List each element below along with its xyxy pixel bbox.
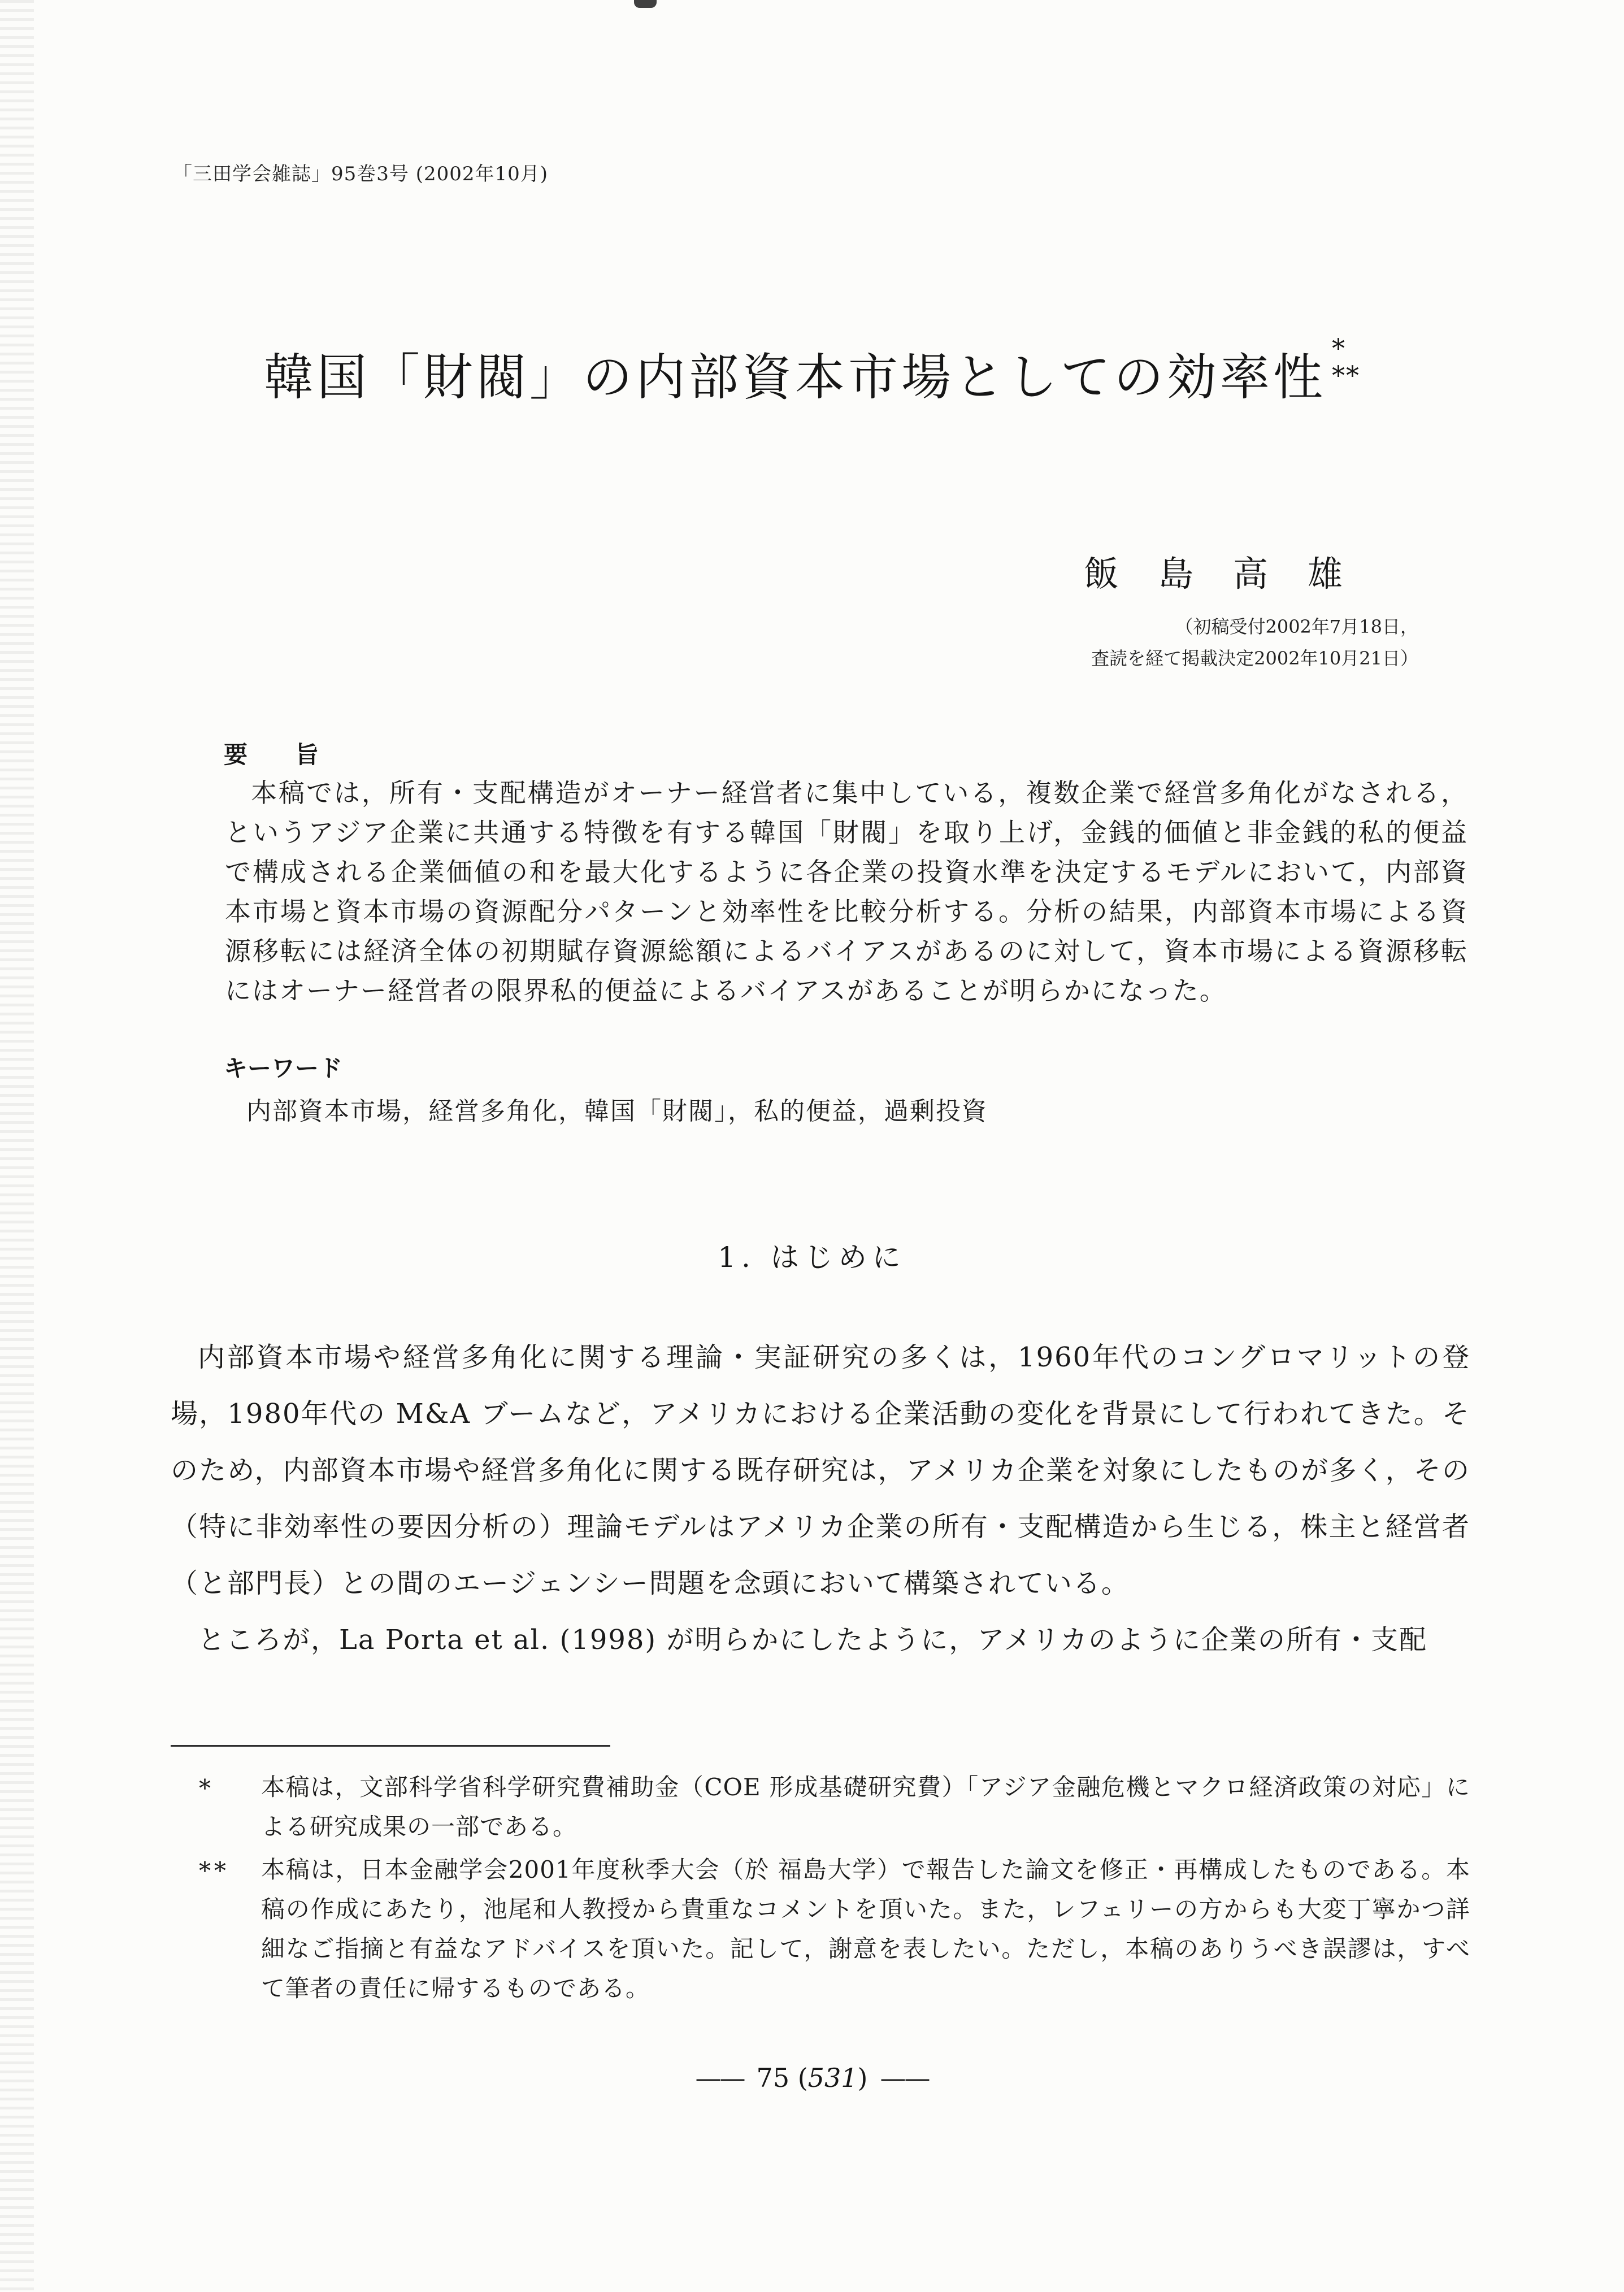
footnote-2-marker: ** — [199, 1857, 229, 1885]
title-footnote-marker-double: ** — [1332, 360, 1360, 391]
footnote-2 — [199, 1850, 1470, 2008]
keywords-text: 内部資本市場，経営多角化，韓国「財閥」，私的便益，過剰投資 — [246, 1097, 988, 1126]
footer-dash-right: —— — [880, 2063, 929, 2093]
issue-paren-close: ) — [857, 2063, 868, 2093]
issue-number: 531 — [807, 2063, 858, 2093]
scan-artifact — [634, 0, 657, 8]
submission-date-accepted: 査読を経て掲載決定2002年10月21日） — [1091, 648, 1418, 669]
body-paragraph-2: ところが，La Porta et al. (1998) が明らかにしたように，アメリカのように企業の所有・支配 — [198, 1624, 1428, 1656]
footnote-1-text: 本稿は，文部科学省科学研究費補助金（COE 形成基礎研究費）「アジア金融危機とマクロ経済政策の対応」による研究成果の一部である。 — [261, 1773, 1470, 1840]
page-footer — [0, 2063, 1624, 2093]
body-paragraph-1: 内部資本市場や経営多角化に関する理論・実証研究の多くは，1960年代のコングロマリットの登場，1980年代の M&A ブームなど，アメリカにおける企業活動の変化を背景にして行われてきた。そのため，内部資本市場や経営多角化に関する既存研究は，アメリカ企業を対象にしたものが多く，その（特に非効率性の要因分析の）理論モデルはアメリカ企業の所有・支配構造から生じる，株主と経営者（と部門長）との間のエージェンシー問題を念頭において構築されている。 — [171, 1342, 1470, 1599]
author-name: 飯 島 高 雄 — [1083, 553, 1345, 594]
submission-date-received: （初稿受付2002年7月18日， — [1175, 616, 1418, 637]
paper-title — [0, 333, 1624, 409]
author-block — [1084, 546, 1418, 674]
paper-title-text: 韓国「財閥」の内部資本市場としての効率性 — [263, 348, 1326, 406]
issue-paren-open: ( — [797, 2063, 808, 2093]
abstract-heading: 要 旨 — [224, 741, 319, 769]
body-text — [171, 1329, 1470, 1668]
submission-dates — [1084, 611, 1418, 674]
section-1-heading: 1. はじめに — [718, 1241, 906, 1274]
keywords-heading: キーワード — [224, 1054, 343, 1082]
title-footnote-marker-single: * — [1332, 333, 1346, 363]
journal-citation: 「三田学会雑誌」95巻3号 (2002年10月) — [173, 163, 549, 185]
abstract-text: 本稿では，所有・支配構造がオーナー経営者に集中している，複数企業で経営多角化がなされる，というアジア企業に共通する特徴を有する韓国「財閥」を取り上げ，金銭的価値と非金銭的私的便益で構成される企業価値の和を最大化するように各企業の投資水準を決定するモデルにおいて，内部資本市場と資本市場の資源配分パターンと効率性を比較分析する。分析の結果，内部資本市場による資源移転には経済全体の初期賦存資源総額によるバイアスがあるのに対して，資本市場による資源移転にはオーナー経営者の限界私的便益によるバイアスがあることが明らかになった。 — [225, 778, 1468, 1006]
title-footnote-markers — [1332, 335, 1360, 389]
page-number: 75 — [756, 2063, 790, 2093]
footnote-1 — [199, 1768, 1470, 1847]
footnote-2-text: 本稿は，日本金融学会2001年度秋季大会（於 福島大学）で報告した論文を修正・再構成したものである。本稿の作成にあたり，池尾和人教授から貴重なコメントを頂いた。また，レフェリーの方からも大変丁寧かつ詳細なご指摘と有益なアドバイスを頂いた。記して，謝意を表したい。ただし，本稿のありうべき誤謬は，すべて筆者の責任に帰するものである。 — [261, 1856, 1470, 2002]
footnote-1-marker: * — [199, 1774, 214, 1802]
footnotes — [171, 1768, 1470, 2012]
footer-dash-left: —— — [695, 2063, 744, 2093]
footnote-separator-rule — [171, 1745, 610, 1747]
